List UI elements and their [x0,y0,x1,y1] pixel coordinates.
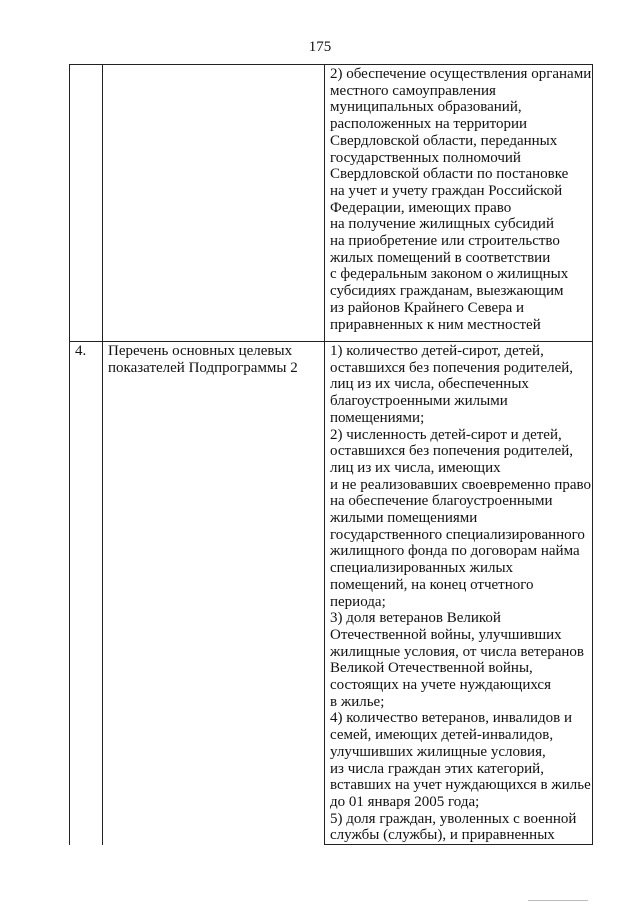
value-line: Отечественной войны, улучшивших [330,626,562,643]
value-line: специализированных жилых [330,560,514,577]
value-line: в жилье; [330,693,385,710]
program-passport-table [69,64,593,845]
value-line: расположенных на территории [330,116,528,133]
value-line: семей, имеющих детей-инвалидов, [330,727,554,744]
row-value-cell [325,342,593,845]
value-line: улучшивших жилищные условия, [330,743,546,760]
row-value-cell [325,65,593,342]
value-line: Федерации, имеющих право [330,199,512,216]
value-line: жилищные условия, от числа ветеранов [330,643,584,660]
value-line: на приобретение или строительство [330,233,560,250]
value-line: с федеральным законом о жилищных [330,266,569,283]
value-line: местного самоуправления [330,82,496,99]
value-line: 2) численность детей-сирот и детей, [330,426,562,443]
row-name-cell [103,65,325,342]
table-row [70,342,593,845]
value-line: 4) количество ветеранов, инвалидов и [330,710,572,727]
page-number: 175 [308,39,332,55]
value-line: из числа граждан этих категорий, [330,760,544,777]
value-line: жилищного фонда по договорам найма [330,543,580,560]
value-line: вставших на учет нуждающихся в жилье [330,777,591,794]
value-line: жилых помещений в соответствии [330,249,551,266]
value-line: из районов Крайнего Севера и [330,299,525,316]
value-line: состоящих на учете нуждающихся [330,677,551,694]
value-line: 3) доля ветеранов Великой [330,610,501,627]
table-row [70,65,593,342]
value-line: приравненных к ним местностей [330,316,541,333]
value-line: помещений, на конец отчетного [330,576,534,593]
value-line: Свердловской области по постановке [330,166,569,183]
scan-artifact-line [528,900,588,901]
row-number-cell: 4. [70,342,103,845]
value-line: на учет и учету граждан Российской [330,182,563,199]
value-line: 2) обеспечение осуществления органами [330,66,592,82]
value-line: субсидиях гражданам, выезжающим [330,283,564,300]
value-line: лиц из их числа, обеспеченных [330,376,529,393]
row-number-cell [70,65,103,342]
name-line: Перечень основных целевых [108,343,293,359]
value-line: службы (службы), и приравненных [330,827,555,844]
value-line: лиц из их числа, имеющих [330,459,501,476]
value-line: государственных полномочий [330,149,521,166]
value-line: 1) количество детей-сирот, детей, [330,343,544,359]
value-line: оставшихся без попечения родителей, [330,443,574,460]
value-line: на получение жилищных субсидий [330,216,554,233]
value-line: на обеспечение благоустроенными [330,493,553,510]
value-line: благоустроенными жилыми [330,393,508,410]
value-line: Великой Отечественной войны, [330,660,533,677]
value-line: и не реализовавших своевременно право [330,476,591,493]
value-line: 5) доля граждан, уволенных с военной [330,810,577,827]
value-line: муниципальных образований, [330,99,522,116]
value-line: до 01 января 2005 года; [330,793,480,810]
name-line: показателей Подпрограммы 2 [108,359,298,376]
value-line: жилыми помещениями [330,510,478,527]
value-line: периода; [330,593,386,610]
value-line: оставшихся без попечения родителей, [330,359,574,376]
row-name-cell [103,342,325,845]
value-line: Свердловской области, переданных [330,132,558,149]
value-line: государственного специализированного [330,526,585,543]
value-line: помещениями; [330,409,425,426]
